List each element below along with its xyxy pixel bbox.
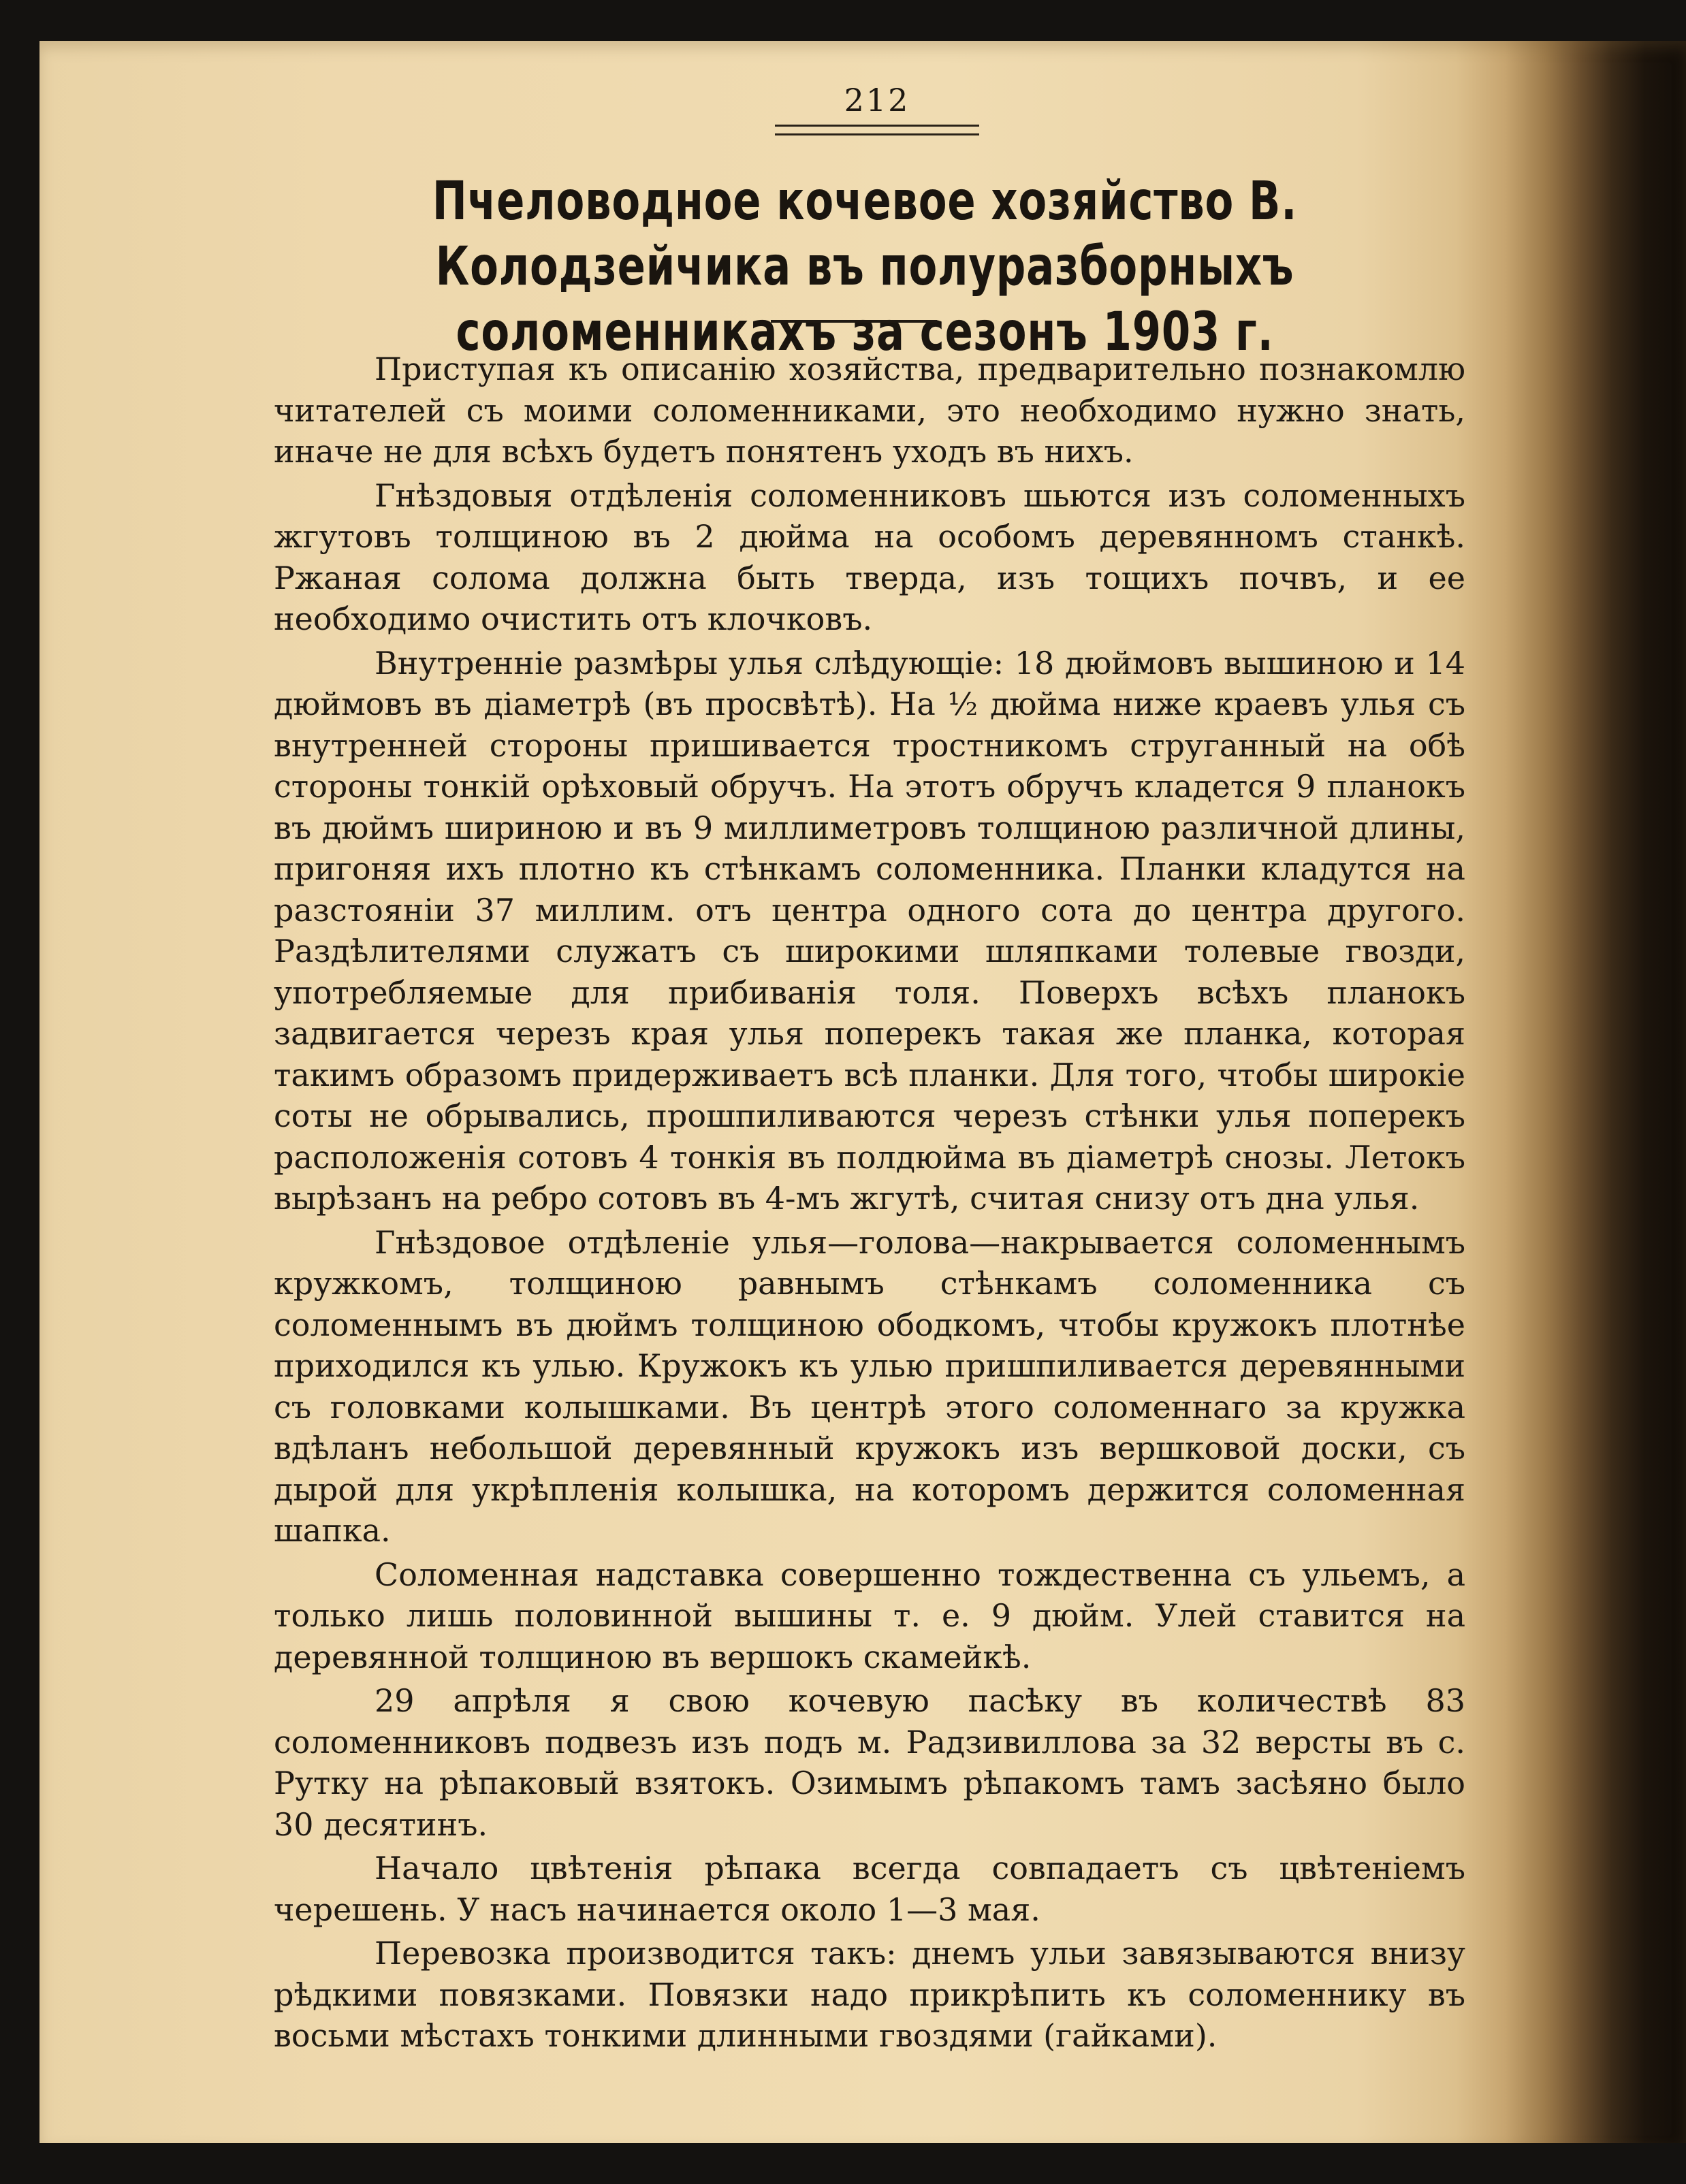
paragraph: Гнѣздовое отдѣленіе улья—голова—накрывается соломеннымъ кружкомъ, толщиною равнымъ стѣнкамъ соломенника съ соломеннымъ въ дюймъ толщиною ободкомъ, чтобы кружокъ плотнѣе приходился къ улью. Кружокъ къ улью пришпиливается деревянными съ головками колышками. Въ центрѣ этого соломеннаго за кружка вдѣланъ небольшой деревянный кружокъ изъ вершковой доски, съ дырой для укрѣпленія колышка, на которомъ держится соломенная шапка. [274,1223,1465,1549]
title-rule [771,320,937,323]
paragraph: Внутренніе размѣры улья слѣдующіе: 18 дюймовъ вышиною и 14 дюймовъ въ діаметрѣ (въ просвѣтѣ). На ½ дюйма ниже краевъ улья съ внутренней стороны пришивается тростникомъ струганный на обѣ стороны тонкій орѣховый обручъ. На этотъ обручъ кладется 9 планокъ въ дюймъ шириною и въ 9 миллиметровъ толщиною различной длины, пригоняя ихъ плотно къ стѣнкамъ соломенника. Планки кладутся на разстояніи 37 миллим. отъ центра одного сота до центра другого. Раздѣлителями служатъ съ широкими шляпками толевые гвозди, употребляемые для прибиванія толя. Поверхъ всѣхъ планокъ задвигается черезъ края улья поперекъ такая же планка, которая такимъ образомъ придерживаетъ всѣ планки. Для того, чтобы широкіе соты не обрывались, прошпиливаются черезъ стѣнки улья поперекъ расположенія сотовъ 4 тонкія въ полдюйма въ діаметрѣ снозы. Летокъ вырѣзанъ на ребро сотовъ въ 4-мъ жгутѣ, считая снизу отъ дна улья. [274,644,1465,1217]
article-body [274,349,1465,2059]
paragraph: Соломенная надставка совершенно тождественна съ ульемъ, а только лишь половинной вышины т. е. 9 дюйм. Улей ставится на деревянной толщиною въ вершокъ скамейкѣ. [274,1556,1465,1675]
paragraph: 29 апрѣля я свою кочевую пасѣку въ количествѣ 83 соломенниковъ подвезъ изъ подъ м. Радзивиллова за 32 версты въ с. Рутку на рѣпаковый взятокъ. Озимымъ рѣпакомъ тамъ засѣяно было 30 десятинъ. [274,1682,1465,1843]
paragraph: Начало цвѣтенія рѣпака всегда совпадаетъ съ цвѣтеніемъ черешень. У насъ начинается около 1—3 мая. [274,1850,1465,1928]
paragraph: Приступая къ описанію хозяйства, предварительно познакомлю читателей съ моими соломенниками, это необходимо нужно знать, иначе не для всѣхъ будетъ понятенъ уходъ въ нихъ. [274,351,1465,470]
page-number-rule [775,125,979,135]
paragraph: Перевозка производится такъ: днемъ ульи завязываются внизу рѣдкими повязками. Повязки надо прикрѣпить къ соломеннику въ восьми мѣстахъ тонкими длинными гвоздями (гайками). [274,1935,1465,2054]
article-title: Пчеловодное кочевое хозяйство В. Колодзейчика въ полуразборныхъ соломенникахъ за сезонъ 1903 г. [432,171,1298,363]
page-number: 212 [844,82,910,118]
paragraph: Гнѣздовыя отдѣленія соломенниковъ шьются изъ соломенныхъ жгутовъ толщиною въ 2 дюйма на особомъ деревянномъ станкѣ. Ржаная солома должна быть тверда, изъ тощихъ почвъ, и ее необходимо очистить отъ клочковъ. [274,477,1465,637]
